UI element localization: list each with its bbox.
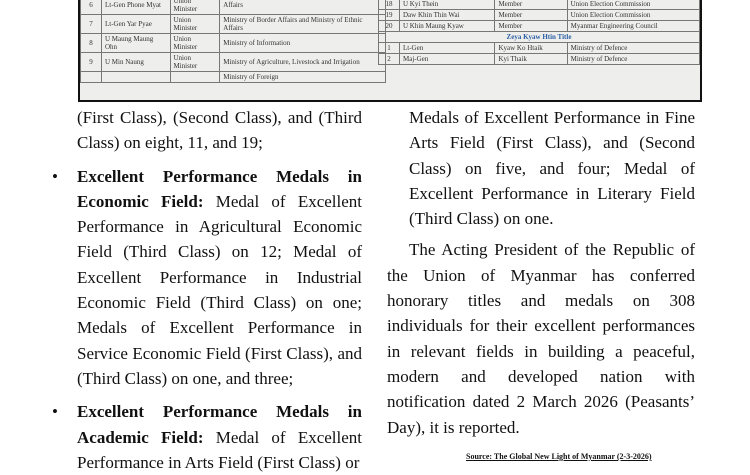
row-name: Lt-Gen Phone Myat — [102, 0, 171, 15]
row-name: U Khin Maung Kyaw — [400, 21, 495, 32]
table-row — [379, 43, 700, 54]
row-number: 20 — [379, 21, 400, 32]
row-ministry: Ministry of Border Affairs and Ministry of Ethnic Affairs — [220, 15, 386, 34]
row-name: Lt-Gen Yar Pyae — [102, 15, 171, 34]
right-column — [387, 105, 695, 440]
source-credit: Source: The Global New Light of Myanmar (2-3-2026) — [466, 452, 652, 461]
award-table-image — [78, 0, 702, 102]
row-title: Member — [495, 21, 567, 32]
left-continuation-text: (First Class), (Second Class), and (Third Class) on eight, 11, and 19; — [77, 108, 362, 153]
row-title: Union Minister — [170, 34, 220, 53]
row-number: 2 — [379, 54, 400, 65]
table-row — [379, 54, 700, 65]
table-row — [379, 21, 700, 32]
table-row — [379, 10, 700, 21]
row-title: Member — [495, 0, 567, 10]
row-name: U Min Naung — [102, 53, 171, 72]
row-title: Member — [495, 10, 567, 21]
table-row — [81, 53, 386, 72]
row-name: Maj-Gen — [400, 54, 495, 65]
row-body: Myanmar Engineering Council — [567, 21, 699, 32]
row-ministry: Ministry of Foreign — [220, 72, 386, 83]
row-number: 9 — [81, 53, 102, 72]
medal-bullet-list — [77, 164, 362, 475]
row-ministry: Ministry of Information — [220, 34, 386, 53]
bullet-lead: Excellent Performance Medals in Economic Field: — [77, 166, 362, 211]
left-column — [77, 105, 362, 475]
row-number: 18 — [379, 0, 400, 10]
conferral-paragraph: The Acting President of the Republic of the Union of Myanmar has conferred honorary titles and medals on 308 individuals for their excellent performances in relevant fields in building a peaceful, modern and developed nation with notification dated 2 March 2026 (Peasants’ Day), it is reported. — [387, 240, 695, 437]
row-number: 7 — [81, 15, 102, 34]
section-heading: Zeya Kyaw Htin Title — [379, 32, 700, 43]
row-ministry: Affairs — [220, 0, 386, 15]
table-row — [81, 15, 386, 34]
bullet-lead: Excellent Performance Medals in Academic Field: — [77, 402, 362, 447]
bullet-text: Medal of Excellent Performance in Arts Field (First Class) or — [77, 427, 363, 472]
row-name — [102, 72, 171, 83]
row-title — [170, 72, 220, 83]
row-number: 1 — [379, 43, 400, 54]
bullet-academic-field — [77, 399, 362, 475]
row-title: Kyaw Ko Htaik — [495, 43, 567, 54]
table-section-row — [379, 32, 700, 43]
table-row — [81, 34, 386, 53]
row-body: Ministry of Defence — [567, 43, 699, 54]
row-body: Union Election Commission — [567, 0, 699, 10]
row-body: Ministry of Defence — [567, 54, 699, 65]
right-award-table — [378, 0, 700, 65]
bullet-text: Medal of Excellent Performance in Agricultural Economic Field (Third Class) on 12; Medal of Excellent Performance in Industrial Economic Field (Third Class) on one; Medals of Excellent Performance in Service Economic Field (First Class), and (Third Class) on one, and three; — [77, 191, 363, 388]
row-name: U Kyi Thein — [400, 0, 495, 10]
row-number: 19 — [379, 10, 400, 21]
row-name: Daw Khin Thin Wai — [400, 10, 495, 21]
row-name: U Maung Maung Ohn — [102, 34, 171, 53]
row-title: Union Minister — [170, 53, 220, 72]
table-row — [81, 0, 386, 15]
row-name: Lt-Gen — [400, 43, 495, 54]
row-title: Union Minister — [170, 15, 220, 34]
right-continuation-text: Medals of Excellent Performance in Fine Arts Field (First Class), and (Second Class) on five, and four; Medal of Excellent Performance in Literary Field (Third Class) on one. — [409, 108, 695, 229]
row-number: 8 — [81, 34, 102, 53]
row-number: 6 — [81, 0, 102, 15]
left-award-table — [80, 0, 386, 83]
table-row — [379, 0, 700, 10]
row-title: Union Minister — [170, 0, 220, 15]
row-ministry: Ministry of Agriculture, Livestock and Irrigation — [220, 53, 386, 72]
bullet-economic-field — [77, 164, 362, 392]
row-title: Kyi Thaik — [495, 54, 567, 65]
table-row — [81, 72, 386, 83]
row-body: Union Election Commission — [567, 10, 699, 21]
row-number — [81, 72, 102, 83]
